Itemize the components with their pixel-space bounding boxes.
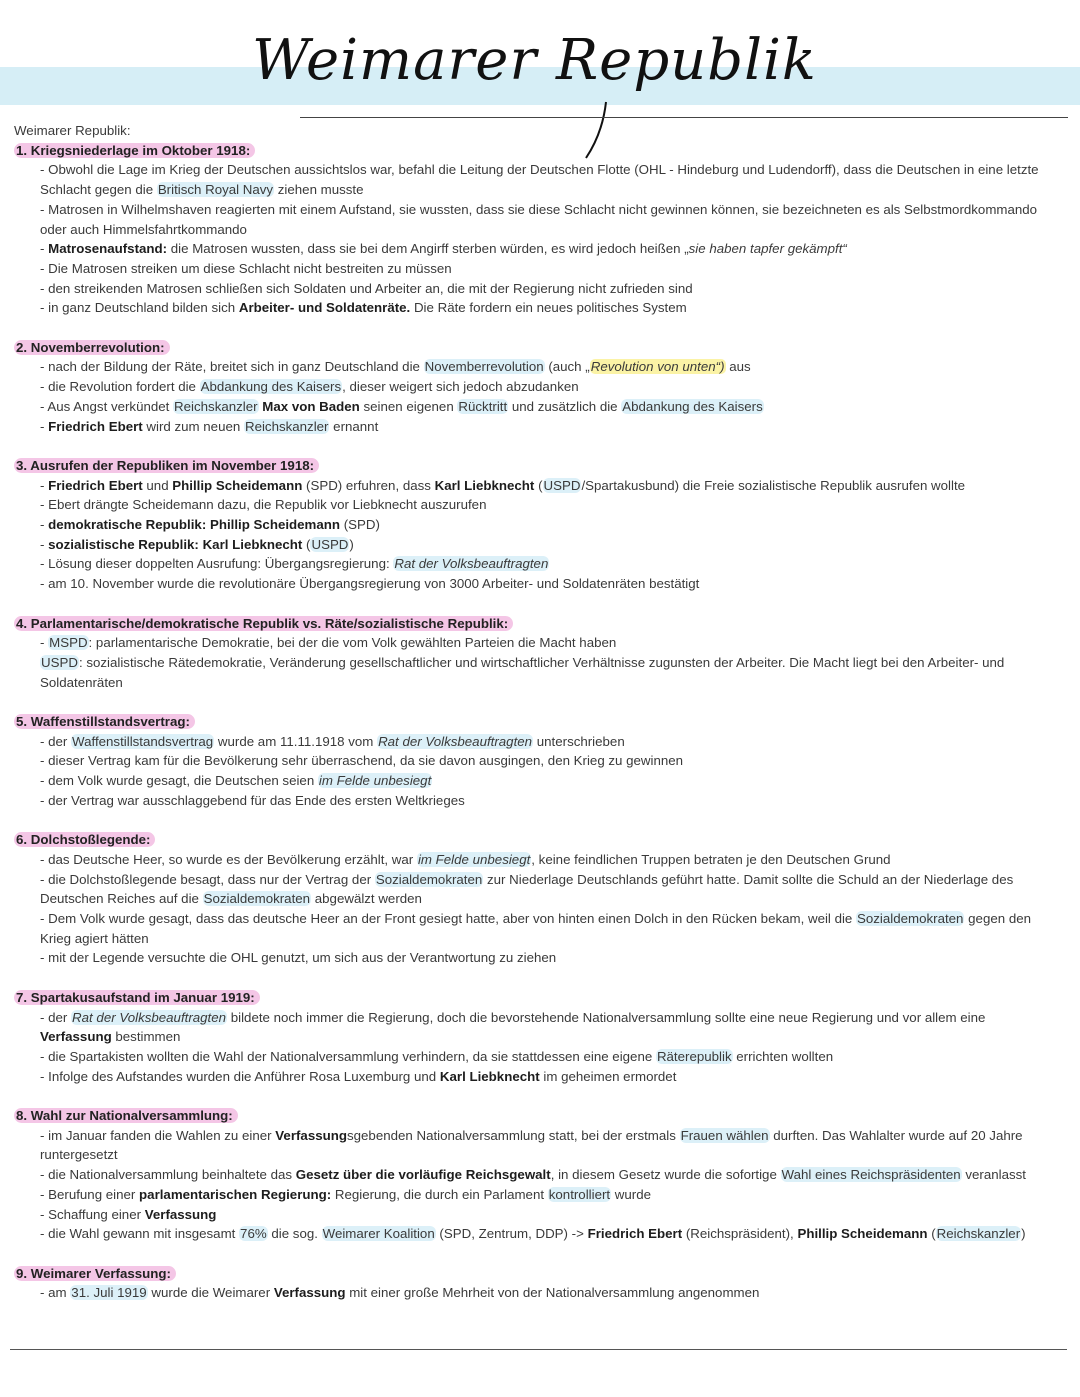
- bullet-line: - Matrosenaufstand: die Matrosen wussten, dass sie bei dem Angirff sterben würden, es wird jedoch heißen „sie haben tapfer gekämpft“: [40, 241, 847, 257]
- bullet-line: - die Nationalversammlung beinhaltete das Gesetz über die vorläufige Reichsgewalt, in diesem Gesetz wurde die sofortige Wahl eines Reichspräsidenten veranlasst: [40, 1167, 1026, 1183]
- bullet-line: - am 10. November wurde die revolutionäre Übergangsregierung von 3000 Arbeiter- und Soldatenräten bestätigt: [40, 576, 700, 592]
- bold-term: Karl Liebknecht: [434, 477, 535, 493]
- bold-term: Arbeiter- und Soldatenräte.: [238, 300, 411, 316]
- bullet-line: - Die Matrosen streiken um diese Schlacht nicht bestreiten zu müssen: [40, 260, 452, 276]
- highlighted-term: Frauen wählen: [680, 1127, 769, 1143]
- bold-term: Verfassung: [144, 1206, 217, 1222]
- bullet-line: - nach der Bildung der Räte, breitet sich in ganz Deutschland die Novemberrevolution (auch „Revolution von unten“) aus: [40, 359, 751, 375]
- bullet-line: - sozialistische Republik: Karl Liebknecht (USPD): [40, 536, 354, 552]
- bullet-line: - Berufung einer parlamentarischen Regierung: Regierung, die durch ein Parlament kontrolliert wurde: [40, 1186, 652, 1202]
- bullet-line: - demokratische Republik: Phillip Scheidemann (SPD): [40, 517, 380, 533]
- section-4: [14, 614, 1054, 693]
- bold-term: Verfassung: [40, 1029, 112, 1045]
- highlighted-term: Rat der Volksbeauftragten: [394, 556, 549, 572]
- bold-term: Verfassung: [273, 1285, 346, 1301]
- bold-term: Friedrich Ebert: [48, 477, 143, 493]
- highlighted-term: 76%: [240, 1226, 267, 1242]
- highlighted-term: Abdankung des Kaisers: [200, 379, 342, 395]
- section-heading: 5. Waffenstillstandsvertrag:: [14, 712, 1054, 732]
- highlighted-term: Weimarer Koalition: [322, 1226, 435, 1242]
- bullet-line: - in ganz Deutschland bilden sich Arbeiter- und Soldatenräte. Die Räte fordern ein neues politisches System: [40, 300, 687, 316]
- section-heading: 8. Wahl zur Nationalversammlung:: [14, 1106, 1054, 1126]
- bold-term: Phillip Scheidemann: [797, 1226, 928, 1242]
- highlighted-term: Waffenstillstandsvertrag: [72, 733, 214, 749]
- bullet-line: - Friedrich Ebert und Phillip Scheidemann (SPD) erfuhren, dass Karl Liebknecht (USPD/Spartakusbund) die Freie sozialistische Republik ausrufen wollte: [40, 477, 966, 493]
- section-heading: 4. Parlamentarische/demokratische Republik vs. Räte/sozialistische Republik:: [14, 614, 1054, 634]
- highlighted-term: MSPD: [49, 635, 88, 651]
- section-heading: 6. Dolchstoßlegende:: [14, 830, 1054, 850]
- highlighted-term: Novemberrevolution: [424, 359, 544, 375]
- bullet-line: - im Januar fanden die Wahlen zu einer Verfassungsgebenden Nationalversammlung statt, bei der erstmals Frauen wählen durften. Das Wahlalter wurde auf 20 Jahre runtergesetzt: [40, 1127, 1023, 1163]
- highlighted-term: Britisch Royal Navy: [157, 182, 274, 198]
- bullet-line: - die Dolchstoßlegende besagt, dass nur der Vertrag der Sozialdemokraten zur Niederlage Deutschlands geführt hatte. Damit sollte die Schuld an der Niederlage des Deutschen Reiches auf die Sozialdemokraten abgewälzt werden: [40, 871, 1014, 907]
- bullet-line: - der Rat der Volksbeauftragten bildete noch immer die Regierung, doch die bevorstehende Nationalversammlung sollte eine neue Regierung und vor allem eine Verfassung bestimmen: [40, 1009, 986, 1045]
- bullet-line: - Lösung dieser doppelten Ausrufung: Übergangsregierung: Rat der Volksbeauftragten: [40, 556, 549, 572]
- section-8: [14, 1106, 1054, 1244]
- highlighted-term: Rat der Volksbeauftragten: [378, 733, 533, 749]
- bullet-line: - Friedrich Ebert wird zum neuen Reichskanzler ernannt: [40, 418, 379, 434]
- bottom-rule: [10, 1349, 1067, 1350]
- highlighted-term: Reichskanzler: [936, 1226, 1021, 1242]
- section-1: [14, 141, 1054, 318]
- highlighted-term: USPD: [543, 477, 581, 493]
- bold-term: Phillip Scheidemann: [209, 517, 341, 533]
- bold-term: Max von Baden: [262, 398, 360, 414]
- bold-term: Karl Liebknecht: [439, 1068, 540, 1084]
- highlighted-term: Sozialdemokraten: [375, 871, 483, 887]
- bold-term: sozialistische Republik:: [48, 536, 199, 552]
- section-heading: 2. Novemberrevolution:: [14, 338, 1054, 358]
- highlighted-term: Abdankung des Kaisers: [622, 398, 763, 414]
- section-9: [14, 1264, 1054, 1303]
- section-7: [14, 988, 1054, 1087]
- bullet-line: - Infolge des Aufstandes wurden die Anführer Rosa Luxemburg und Karl Liebknecht im geheimen ermordet: [40, 1068, 677, 1084]
- bullet-line: USPD: sozialistische Rätedemokratie, Veränderung gesellschaftlicher und wirtschaftlicher Verhältnisse zugunsten der Arbeiter. Die Macht liegt bei den Arbeiter- und Soldatenräten: [40, 654, 1005, 690]
- bold-term: Friedrich Ebert: [48, 418, 143, 434]
- bold-term: Gesetz über die vorläufige Reichsgewalt: [295, 1167, 551, 1183]
- highlighted-term: Reichskanzler: [244, 418, 329, 434]
- highlighted-term: 31. Juli 1919: [71, 1285, 147, 1301]
- bold-term: Phillip Scheidemann: [172, 477, 303, 493]
- bullet-line: - der Vertrag war ausschlaggebend für das Ende des ersten Weltkrieges: [40, 792, 465, 808]
- bullet-line: - die Revolution fordert die Abdankung des Kaisers, dieser weigert sich jedoch abzudanken: [40, 379, 579, 395]
- bullet-line: - die Wahl gewann mit insgesamt 76% die sog. Weimarer Koalition (SPD, Zentrum, DDP) -> Friedrich Ebert (Reichspräsident), Phillip Scheidemann (Reichskanzler): [40, 1226, 1026, 1242]
- bullet-line: - am 31. Juli 1919 wurde die Weimarer Verfassung mit einer große Mehrheit von der Nationalversammlung angenommen: [40, 1285, 760, 1301]
- bullet-line: - Schaffung einer Verfassung: [40, 1206, 217, 1222]
- bold-term: Karl Liebknecht: [202, 536, 303, 552]
- highlighted-term: Revolution von unten“): [590, 359, 725, 375]
- highlighted-term: Wahl eines Reichspräsidenten: [781, 1167, 961, 1183]
- section-5: [14, 712, 1054, 811]
- bullet-line: - Aus Angst verkündet Reichskanzler Max von Baden seinen eigenen Rücktritt und zusätzlich die Abdankung des Kaisers: [40, 398, 763, 414]
- highlighted-term: Räterepublik: [656, 1048, 732, 1064]
- bold-term: parlamentarischen Regierung:: [139, 1186, 332, 1202]
- bold-term: Friedrich Ebert: [587, 1226, 683, 1242]
- bullet-line: - Ebert drängte Scheidemann dazu, die Republik vor Liebknecht auszurufen: [40, 497, 487, 513]
- section-heading: 3. Ausrufen der Republiken im November 1918:: [14, 456, 1054, 476]
- bullet-line: - der Waffenstillstandsvertrag wurde am 11.11.1918 vom Rat der Volksbeauftragten unterschrieben: [40, 733, 625, 749]
- bullet-line: - Matrosen in Wilhelmshaven reagierten mit einem Aufstand, sie wussten, dass sie diese Schlacht nicht gewinnen können, sie bezeichneten es als Selbstmordkommando oder auch Himmelsfahrtkommando: [40, 201, 1038, 237]
- bullet-line: - Dem Volk wurde gesagt, dass das deutsche Heer an der Front gesiegt hatte, aber von hinten einen Dolch in den Rücken bekam, weil die Sozialdemokraten gegen den Krieg agiert hätten: [40, 911, 1032, 946]
- bullet-line: - MSPD: parlamentarische Demokratie, bei der die vom Volk gewählten Parteien die Macht haben: [40, 635, 617, 651]
- highlighted-term: im Felde unbesiegt: [318, 773, 432, 789]
- bold-term: Matrosenaufstand:: [48, 241, 168, 257]
- highlighted-term: Rat der Volksbeauftragten: [72, 1009, 227, 1025]
- highlighted-term: Reichskanzler: [174, 398, 258, 414]
- bullet-line: - mit der Legende versuchte die OHL genutzt, um sich aus der Verantwortung zu ziehen: [40, 950, 557, 966]
- page-title: Weimarer Republik: [252, 28, 817, 93]
- section-3: [14, 456, 1054, 594]
- highlighted-term: USPD: [311, 536, 349, 552]
- section-heading: 1. Kriegsniederlage im Oktober 1918:: [14, 141, 1054, 161]
- bullet-line: - Obwohl die Lage im Krieg der Deutschen aussichtslos war, befahl die Leitung der Deutschen Flotte (OHL - Hindeburg und Ludendorff), dass die Deutschen in eine letzte Schlacht gegen die Britisch Royal Navy ziehen musste: [40, 162, 1039, 198]
- highlighted-term: kontrolliert: [548, 1186, 611, 1202]
- highlighted-term: im Felde unbesiegt: [417, 851, 531, 867]
- bullet-line: - den streikenden Matrosen schließen sich Soldaten und Arbeiter an, die mit der Regierung nicht zufrieden sind: [40, 280, 693, 296]
- section-heading: 9. Weimarer Verfassung:: [14, 1264, 1054, 1284]
- intro-text: Weimarer Republik:: [14, 123, 131, 138]
- title-underline: [300, 117, 1068, 118]
- highlighted-term: Sozialdemokraten: [857, 911, 964, 927]
- document-body: [14, 121, 1054, 1323]
- bullet-line: - die Spartakisten wollten die Wahl der Nationalversammlung verhindern, da sie stattdessen eine eigene Räterepublik errichten wollten: [40, 1048, 834, 1064]
- section-2: [14, 338, 1054, 437]
- section-heading: 7. Spartakusaufstand im Januar 1919:: [14, 988, 1054, 1008]
- italic-quote: sie haben tapfer gekämpft“: [688, 241, 847, 257]
- highlighted-term: USPD: [41, 654, 78, 670]
- bold-term: Verfassung: [275, 1127, 347, 1143]
- bullet-line: - das Deutsche Heer, so wurde es der Bevölkerung erzählt, war im Felde unbesiegt, keine feindlichen Truppen betraten je den Deutschen Grund: [40, 851, 891, 867]
- sections-container: [14, 141, 1054, 1303]
- bullet-line: - dieser Vertrag kam für die Bevölkerung sehr überraschend, da sie davon ausgingen, den Krieg zu gewinnen: [40, 753, 684, 769]
- highlighted-term: Sozialdemokraten: [203, 891, 311, 907]
- bullet-line: - dem Volk wurde gesagt, die Deutschen seien im Felde unbesiegt: [40, 773, 432, 789]
- highlighted-term: Rücktritt: [458, 398, 508, 414]
- bold-term: demokratische Republik:: [48, 517, 207, 533]
- section-6: [14, 830, 1054, 968]
